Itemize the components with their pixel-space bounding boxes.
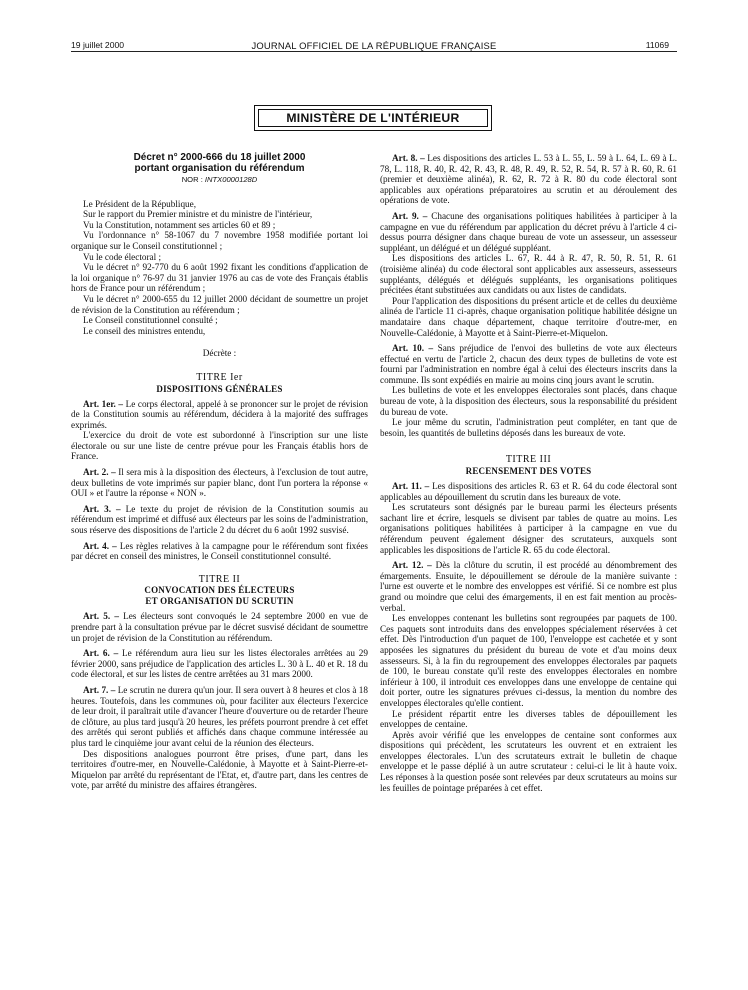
ministry-box [254, 105, 492, 131]
article-5-text: Les électeurs sont convoqués le 24 septembre 2000 en vue de prendre part à la consultation prévue par le décret susvisé décidant de soumettre un projet de révision de la Constitution au référendum. [71, 611, 368, 643]
article-4-text: Les règles relatives à la campagne pour le référendum sont fixées par décret en conseil des ministres, le Conseil constitutionnel consulté. [71, 540, 368, 562]
header-journal-title: JOURNAL OFFICIEL DE LA RÉPUBLIQUE FRANÇAISE [251, 40, 497, 51]
article-11-label: Art. 11. – [392, 481, 430, 492]
article-10-text: Sans préjudice de l'envoi des bulletins de vote aux électeurs effectué en vertu de l'article 2, chacun des deux types de bulletins de vote est fourni par l'administration en nombre égal à celui des électeurs inscrits dans la commune. Ils sont expédiés en mairie au moins cinq jours avant le scrutin. [380, 343, 677, 385]
preamble-line: Vu l'ordonnance n° 58-1067 du 7 novembre 1958 modifiée portant loi organique sur le Conseil constitutionnel ; [71, 230, 368, 251]
article-1-paragraph: L'exercice du droit de vote est subordonné à l'inscription sur une liste électorale ou sur une liste de centre prévue pour les Français établis hors de France. [71, 430, 368, 462]
article-12-paragraph: Après avoir vérifié que les enveloppes de centaine sont conformes aux dispositions qui précèdent, les scrutateurs les ouvrent et en extraient les enveloppes électorales. L'un des scrutateurs extrait le bulletin de chaque enveloppe et le passe déplié à un autre scrutateur : celui-ci le lit à haute voix. Les réponses à la question posée sont relevées par deux scrutateurs au moins sur les feuilles de pointage préparées à cet effet. [380, 729, 677, 793]
article-5 [71, 611, 368, 643]
decrete-line: Décrète : [202, 348, 237, 359]
article-1 [71, 399, 368, 431]
article-1-text: Le corps électoral, appelé à se prononcer sur le projet de révision de la Constitution soumis au référendum, décidera à la majorité des suffrages exprimés. [71, 398, 368, 430]
article-9-label: Art. 9. – [392, 210, 428, 221]
article-11 [380, 481, 677, 502]
article-7-label: Art. 7. – [83, 684, 116, 695]
article-3-text: Le texte du projet de révision de la Constitution soumis au référendum est imprimé et diffusé aux électeurs par les soins de l'administration, sous réserve des dispositions de l'article 2 du décret du 6 août 1992 susvisé. [71, 503, 368, 536]
article-8-label: Art. 8. – [392, 153, 425, 163]
article-3 [71, 504, 368, 536]
titre-1-heading: DISPOSITIONS GÉNÉRALES [156, 383, 283, 394]
decree-title-line1: Décret n° 2000-666 du 18 juillet 2000 [133, 152, 306, 163]
nor-code: INTX0000128D [204, 175, 258, 184]
article-1-label: Art. 1er. – [83, 398, 124, 409]
titre-2-label: TITRE II [198, 573, 241, 585]
preamble-line: Vu le décret n° 92-770 du 6 août 1992 fixant les conditions d'application de la loi organique n° 76-97 du 31 janvier 1976 au cas de vote des Français établis hors de France pour un référendum ; [71, 262, 368, 294]
left-column [71, 152, 368, 791]
header-rule [71, 51, 677, 52]
article-6 [71, 648, 368, 680]
titre-3-heading: RECENSEMENT DES VOTES [465, 466, 592, 477]
article-4 [71, 541, 368, 562]
article-12-paragraph: Les enveloppes contenant les bulletins sont regroupées par paquets de 100. Ces paquets sont introduits dans des enveloppes spécialement réservées à cet effet. Dès l'introduction d'un paquet de 100, l'enveloppe est cachetée et y sont apposées les signatures du président du bureau de vote et d'au moins deux assesseurs. Si, à la fin du regroupement des enveloppes électorales par paquets de 100, le bureau constate qu'il reste des enveloppes électorales en nombre inférieur à 100, il introduit ces enveloppes dans une enveloppe de centaine qui doit porter, outre les signatures prévues ci-dessus, la mention du nombre des enveloppes électorales qu'elle contient. [380, 613, 677, 708]
article-10-label: Art. 10. – [392, 343, 434, 354]
article-12 [380, 560, 677, 613]
header-page-number: 11069 [645, 40, 669, 50]
article-7-text: Le scrutin ne durera qu'un jour. Il sera ouvert à 8 heures et clos à 18 heures. Toutefois, dans les communes où, pour faciliter aux électeurs l'exercice de leur droit, il paraîtrait utile d'avancer l'heure d'ouverture ou de retarder l'heure de clôture, au plus tard jusqu'à 20 heures, les préfets pourront prendre à cet effet des arrêtés qui seront publiés et affichés dans chaque commune intéressée au plus tard le cinquième jour avant celui de la réunion des électeurs. [71, 684, 368, 748]
article-6-text: Le référendum aura lieu sur les listes électorales arrêtées au 29 février 2000, sans préjudice de l'application des articles L. 30 à L. 40 et R. 18 du code électoral, et sur les listes de centre arrêtées au 31 mars 2000. [71, 648, 368, 680]
article-11-text: Les dispositions des articles R. 63 et R. 64 du code électoral sont applicables au dépouillement du scrutin dans les bureaux de vote. [380, 481, 678, 502]
preamble-line: Vu la Constitution, notamment ses articles 60 et 89 ; [83, 219, 276, 230]
article-5-label: Art. 5. – [83, 611, 119, 622]
preamble-line: Le Conseil constitutionnel consulté ; [83, 315, 218, 326]
article-3-label: Art. 3. – [83, 503, 121, 514]
article-10-paragraph: Le jour même du scrutin, l'administration peut compléter, en tant que de besoin, les quantités de bulletins déposés dans les bureaux de vote. [380, 417, 677, 438]
article-6-label: Art. 6. – [83, 648, 119, 659]
titre-3-label: TITRE III [505, 454, 552, 466]
article-8 [380, 153, 677, 206]
preamble-line: Vu le code électoral ; [83, 251, 162, 262]
decree-title-line2: portant organisation du référendum [134, 163, 305, 174]
preamble-line: Sur le rapport du Premier ministre et du ministre de l'intérieur, [83, 209, 313, 220]
article-12-label: Art. 12. – [392, 560, 432, 571]
article-2-text: Il sera mis à la disposition des électeurs, à l'exclusion de tout autre, deux bulletins de vote imprimés sur papier blanc, dont l'un portera la réponse « OUI » et l'autre la réponse « NON ». [71, 467, 368, 499]
article-11-paragraph: Les scrutateurs sont désignés par le bureau parmi les électeurs présents sachant lire et écrire, lesquels se divisent par tables de quatre au moins. Les organisations politiques habilitées à participer à la campagne en vue du référendum peuvent également désigner des scrutateurs, auxquels sont applicables les dispositions de l'article R. 65 du code électoral. [380, 502, 677, 555]
article-2-label: Art. 2. – [83, 467, 116, 478]
titre-1-label: TITRE Ier [196, 371, 243, 383]
article-4-label: Art. 4. – [83, 540, 117, 551]
nor-label: NOR : [181, 175, 205, 184]
header-date: 19 juillet 2000 [71, 40, 125, 50]
nor-reference [71, 175, 368, 186]
article-10 [380, 343, 677, 385]
right-column [380, 153, 677, 793]
article-9-paragraph: Pour l'application des dispositions du présent article et de celles du deuxième alinéa de l'article 11 ci-après, chaque organisation politique habilitée désigne un mandataire dans chaque département, chaque territoire d'outre-mer, en Nouvelle-Calédonie, à Mayotte et à Saint-Pierre-et-Miquelon. [380, 295, 677, 338]
article-7-paragraph: Des dispositions analogues pourront être prises, d'une part, dans les territoires d'outre-mer, en Nouvelle-Calédonie, à Mayotte et à Saint-Pierre-et-Miquelon par arrêté du représentant de l'Etat, et, d'autre part, dans les centres de vote, par arrêté du ministre des affaires étrangères. [71, 748, 368, 791]
article-9-text: Chacune des organisations politiques habilitées à participer à la campagne en vue du référendum par application du décret prévu à l'article 4 ci-dessus pourra désigner dans chaque bureau de vote un assesseur, un assesseur suppléant, un délégué et un délégué suppléant. [380, 210, 677, 253]
ministry-title: MINISTÈRE DE L'INTÉRIEUR [258, 109, 488, 127]
article-10-paragraph: Les bulletins de vote et les enveloppes électorales sont placés, dans chaque bureau de vote, à la disposition des électeurs, sous la responsabilité du président du bureau de vote. [380, 385, 677, 417]
article-8-text: Les dispositions des articles L. 53 à L. 55, L. 59 à L. 64, L. 69 à L. 78, L. 118, R. 40, R. 42, R. 43, R. 48, R. 49, R. 52, R. 54, R. 57 à R. 60, R. 61 (premier et deuxième alinéa), R. 62, R. 72 à R. 80 du code électoral sont applicables aux opérations préparatoires au scrutin et au déroulement des opérations de vote. [380, 153, 677, 206]
titre-2-heading-line1: CONVOCATION DES ÉLECTEURS [144, 585, 295, 596]
titre-2-heading-line2: ET ORGANISATION DU SCRUTIN [145, 596, 294, 607]
article-9 [380, 211, 677, 253]
article-7 [71, 685, 368, 749]
preamble-line: Le Président de la République, [83, 198, 197, 209]
article-9-paragraph: Les dispositions des articles L. 67, R. 44 à R. 47, R. 50, R. 51, R. 61 (troisième alinéa) du code électoral sont applicables aux assesseurs, assesseurs suppléants, délégués et délégués suppléants, les organisations politiques précitées étant substituées aux candidats ou aux listes de candidats. [380, 253, 677, 296]
article-2 [71, 467, 368, 499]
article-12-text: Dès la clôture du scrutin, il est procédé au dénombrement des émargements. Ensuite, le dépouillement se déroule de la manière suivante : l'urne est ouverte et le nombre des enveloppes est vérifié. Si ce nombre est plus grand ou moindre que celui des émargements, il en est fait mention au procès-verbal. [380, 560, 677, 613]
preamble-line: Vu le décret n° 2000-655 du 12 juillet 2000 décidant de soumettre un projet de révision de la Constitution au référendum ; [71, 293, 368, 315]
preamble-line: Le conseil des ministres entendu, [83, 325, 206, 336]
article-12-paragraph: Le président répartit entre les diverses tables de dépouillement les enveloppes de centaine. [380, 708, 677, 730]
